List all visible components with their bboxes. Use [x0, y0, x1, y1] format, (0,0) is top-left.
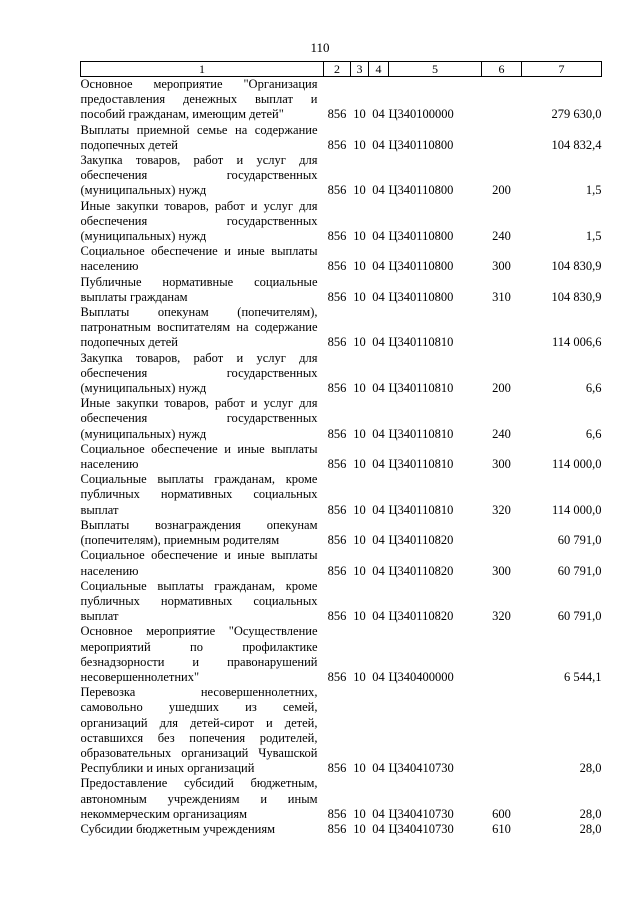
- table-header: [81, 62, 602, 77]
- column-header-6: 6: [482, 62, 522, 77]
- row-ved-code: 856: [327, 335, 347, 350]
- row-amount: 1,5: [585, 229, 602, 244]
- row-ved-code: 856: [327, 107, 347, 122]
- row-section: 10: [353, 533, 366, 548]
- row-subsection: 04: [372, 137, 385, 152]
- row-amount: 28,0: [579, 761, 602, 776]
- row-subsection: 04: [372, 806, 385, 821]
- row-subsection: 04: [372, 609, 385, 624]
- row-amount: 104 830,9: [551, 289, 602, 304]
- row-amount: 114 000,0: [551, 457, 602, 472]
- table-row: [81, 776, 602, 822]
- row-ved-code: 856: [327, 229, 347, 244]
- row-amount: 6,6: [585, 381, 602, 396]
- table-row: [81, 199, 602, 245]
- row-target-article: Ц340100000: [388, 107, 454, 122]
- row-ved-code: 856: [327, 381, 347, 396]
- row-section: 10: [353, 107, 366, 122]
- row-section: 10: [353, 806, 366, 821]
- row-amount: 28,0: [579, 821, 602, 836]
- row-ved-code: 856: [327, 259, 347, 274]
- row-subsection: 04: [372, 229, 385, 244]
- row-section: 10: [353, 563, 366, 578]
- page-number: 110: [310, 40, 330, 55]
- row-name: Социальное обеспечение и иные выплаты населению: [80, 244, 318, 274]
- row-target-article: Ц340110800: [388, 259, 454, 274]
- row-name: Закупка товаров, работ и услуг для обеспечения государственных (муниципальных) нужд: [80, 153, 318, 198]
- row-name: Основное мероприятие "Осуществление мероприятий по профилактике безнадзорности и правонарушений несовершеннолетних": [80, 624, 318, 684]
- row-subsection: 04: [372, 457, 385, 472]
- row-expense-type: [482, 518, 522, 548]
- row-expense-type: 240: [492, 229, 511, 244]
- row-subsection: 04: [372, 761, 385, 776]
- table-row: [81, 472, 602, 518]
- table-row: [81, 822, 602, 837]
- row-amount: 60 791,0: [557, 609, 602, 624]
- row-section: 10: [353, 381, 366, 396]
- row-section: 10: [353, 229, 366, 244]
- row-target-article: Ц340110820: [388, 533, 454, 548]
- row-amount: 104 832,4: [551, 137, 602, 152]
- row-amount: 28,0: [579, 806, 602, 821]
- row-amount: 6,6: [585, 426, 602, 441]
- row-ved-code: 856: [327, 609, 347, 624]
- row-amount: 104 830,9: [551, 259, 602, 274]
- row-target-article: Ц340400000: [388, 669, 454, 684]
- row-expense-type: 320: [492, 502, 511, 517]
- row-ved-code: 856: [327, 563, 347, 578]
- row-ved-code: 856: [327, 533, 347, 548]
- row-section: 10: [353, 761, 366, 776]
- row-ved-code: 856: [327, 761, 347, 776]
- row-subsection: 04: [372, 426, 385, 441]
- row-ved-code: 856: [327, 426, 347, 441]
- row-target-article: Ц340110800: [388, 137, 454, 152]
- row-subsection: 04: [372, 381, 385, 396]
- row-target-article: Ц340110810: [388, 426, 454, 441]
- row-section: 10: [353, 502, 366, 517]
- budget-table: [80, 61, 602, 837]
- row-target-article: Ц340110820: [388, 563, 454, 578]
- row-expense-type: 200: [492, 183, 511, 198]
- row-expense-type: 320: [492, 609, 511, 624]
- row-amount: 279 630,0: [551, 107, 602, 122]
- row-ved-code: 856: [327, 457, 347, 472]
- row-amount: 1,5: [585, 183, 602, 198]
- row-name: Субсидии бюджетным учреждениям: [80, 821, 276, 836]
- row-name: Иные закупки товаров, работ и услуг для обеспечения государственных (муниципальных) нужд: [80, 396, 318, 441]
- row-amount: 114 006,6: [551, 335, 602, 350]
- row-target-article: Ц340110810: [388, 381, 454, 396]
- row-ved-code: 856: [327, 821, 347, 836]
- row-target-article: Ц340410730: [388, 806, 454, 821]
- row-name: Выплаты вознаграждения опекунам (попечителям), приемным родителям: [80, 517, 318, 548]
- row-ved-code: 856: [327, 806, 347, 821]
- column-header-5: 5: [389, 62, 482, 77]
- row-name: Выплаты опекунам (попечителям), патронатным воспитателям на содержание подопечных детей: [80, 305, 318, 350]
- table-row: [81, 624, 602, 685]
- row-expense-type: 200: [492, 381, 511, 396]
- row-ved-code: 856: [327, 137, 347, 152]
- column-header-2: 2: [324, 62, 351, 77]
- row-target-article: Ц340110820: [388, 609, 454, 624]
- row-expense-type: [482, 685, 522, 776]
- table-row: [81, 153, 602, 199]
- column-header-3: 3: [351, 62, 369, 77]
- table-row: [81, 77, 602, 123]
- row-subsection: 04: [372, 821, 385, 836]
- row-name: Выплаты приемной семье на содержание подопечных детей: [80, 122, 318, 152]
- row-expense-type: 300: [492, 457, 511, 472]
- row-target-article: Ц340410730: [388, 821, 454, 836]
- row-name: Иные закупки товаров, работ и услуг для обеспечения государственных (муниципальных) нужд: [80, 198, 318, 244]
- row-ved-code: 856: [327, 669, 347, 684]
- column-header-1: 1: [81, 62, 324, 77]
- row-section: 10: [353, 259, 366, 274]
- row-target-article: Ц340110800: [388, 229, 454, 244]
- row-section: 10: [353, 335, 366, 350]
- row-section: 10: [353, 289, 366, 304]
- row-name: Социальные выплаты гражданам, кроме публичных нормативных социальных выплат: [80, 578, 318, 624]
- table-row: [81, 351, 602, 397]
- row-name: Социальное обеспечение и иные выплаты населению: [80, 548, 318, 578]
- row-subsection: 04: [372, 502, 385, 517]
- table-row: [81, 518, 602, 548]
- row-name: Предоставление субсидий бюджетным, автономным учреждениям и иным некоммерческим организациям: [80, 776, 318, 821]
- row-section: 10: [353, 426, 366, 441]
- row-subsection: 04: [372, 533, 385, 548]
- row-expense-type: [482, 305, 522, 351]
- table-body: [81, 77, 602, 838]
- table-row: [81, 548, 602, 578]
- row-ved-code: 856: [327, 289, 347, 304]
- row-expense-type: 240: [492, 426, 511, 441]
- table-row: [81, 685, 602, 776]
- column-header-7: 7: [522, 62, 602, 77]
- row-section: 10: [353, 183, 366, 198]
- row-subsection: 04: [372, 107, 385, 122]
- row-name: Социальное обеспечение и иные выплаты населению: [80, 441, 318, 472]
- table-row: [81, 305, 602, 351]
- row-amount: 60 791,0: [557, 563, 602, 578]
- row-target-article: Ц340110810: [388, 502, 454, 517]
- row-target-article: Ц340410730: [388, 761, 454, 776]
- row-subsection: 04: [372, 183, 385, 198]
- row-expense-type: 610: [492, 821, 511, 836]
- row-target-article: Ц340110810: [388, 457, 454, 472]
- row-section: 10: [353, 609, 366, 624]
- row-subsection: 04: [372, 289, 385, 304]
- table-row: [81, 123, 602, 153]
- row-expense-type: [482, 123, 522, 153]
- row-section: 10: [353, 669, 366, 684]
- row-name: Закупка товаров, работ и услуг для обеспечения государственных (муниципальных) нужд: [80, 350, 318, 396]
- row-ved-code: 856: [327, 183, 347, 198]
- row-subsection: 04: [372, 259, 385, 274]
- table-row: [81, 442, 602, 472]
- table-row: [81, 579, 602, 625]
- table-row: [81, 244, 602, 274]
- row-expense-type: 300: [492, 259, 511, 274]
- row-subsection: 04: [372, 563, 385, 578]
- row-expense-type: 310: [492, 289, 511, 304]
- row-section: 10: [353, 821, 366, 836]
- row-name: Публичные нормативные социальные выплаты гражданам: [80, 274, 318, 304]
- row-amount: 6 544,1: [564, 669, 602, 684]
- table-row: [81, 396, 602, 442]
- row-name: Основное мероприятие "Организация предоставления денежных выплат и пособий гражданам, имеющим детей": [80, 77, 318, 122]
- column-header-4: 4: [369, 62, 389, 77]
- row-target-article: Ц340110800: [388, 183, 454, 198]
- row-section: 10: [353, 137, 366, 152]
- row-target-article: Ц340110800: [388, 289, 454, 304]
- row-name: Перевозка несовершеннолетних, самовольно ушедших из семей, организаций для детей-сирот и детей, оставшихся без попечения родителей, образовательных организаций Чувашской Республики и иных организаций: [80, 685, 318, 776]
- row-amount: 60 791,0: [557, 533, 602, 548]
- row-amount: 114 000,0: [551, 502, 602, 517]
- row-target-article: Ц340110810: [388, 335, 454, 350]
- row-ved-code: 856: [327, 502, 347, 517]
- row-name: Социальные выплаты гражданам, кроме публичных нормативных социальных выплат: [80, 472, 318, 517]
- row-section: 10: [353, 457, 366, 472]
- row-expense-type: [482, 77, 522, 123]
- row-subsection: 04: [372, 669, 385, 684]
- row-expense-type: 300: [492, 563, 511, 578]
- row-expense-type: [482, 624, 522, 685]
- row-expense-type: 600: [492, 806, 511, 821]
- table-row: [81, 275, 602, 305]
- row-subsection: 04: [372, 335, 385, 350]
